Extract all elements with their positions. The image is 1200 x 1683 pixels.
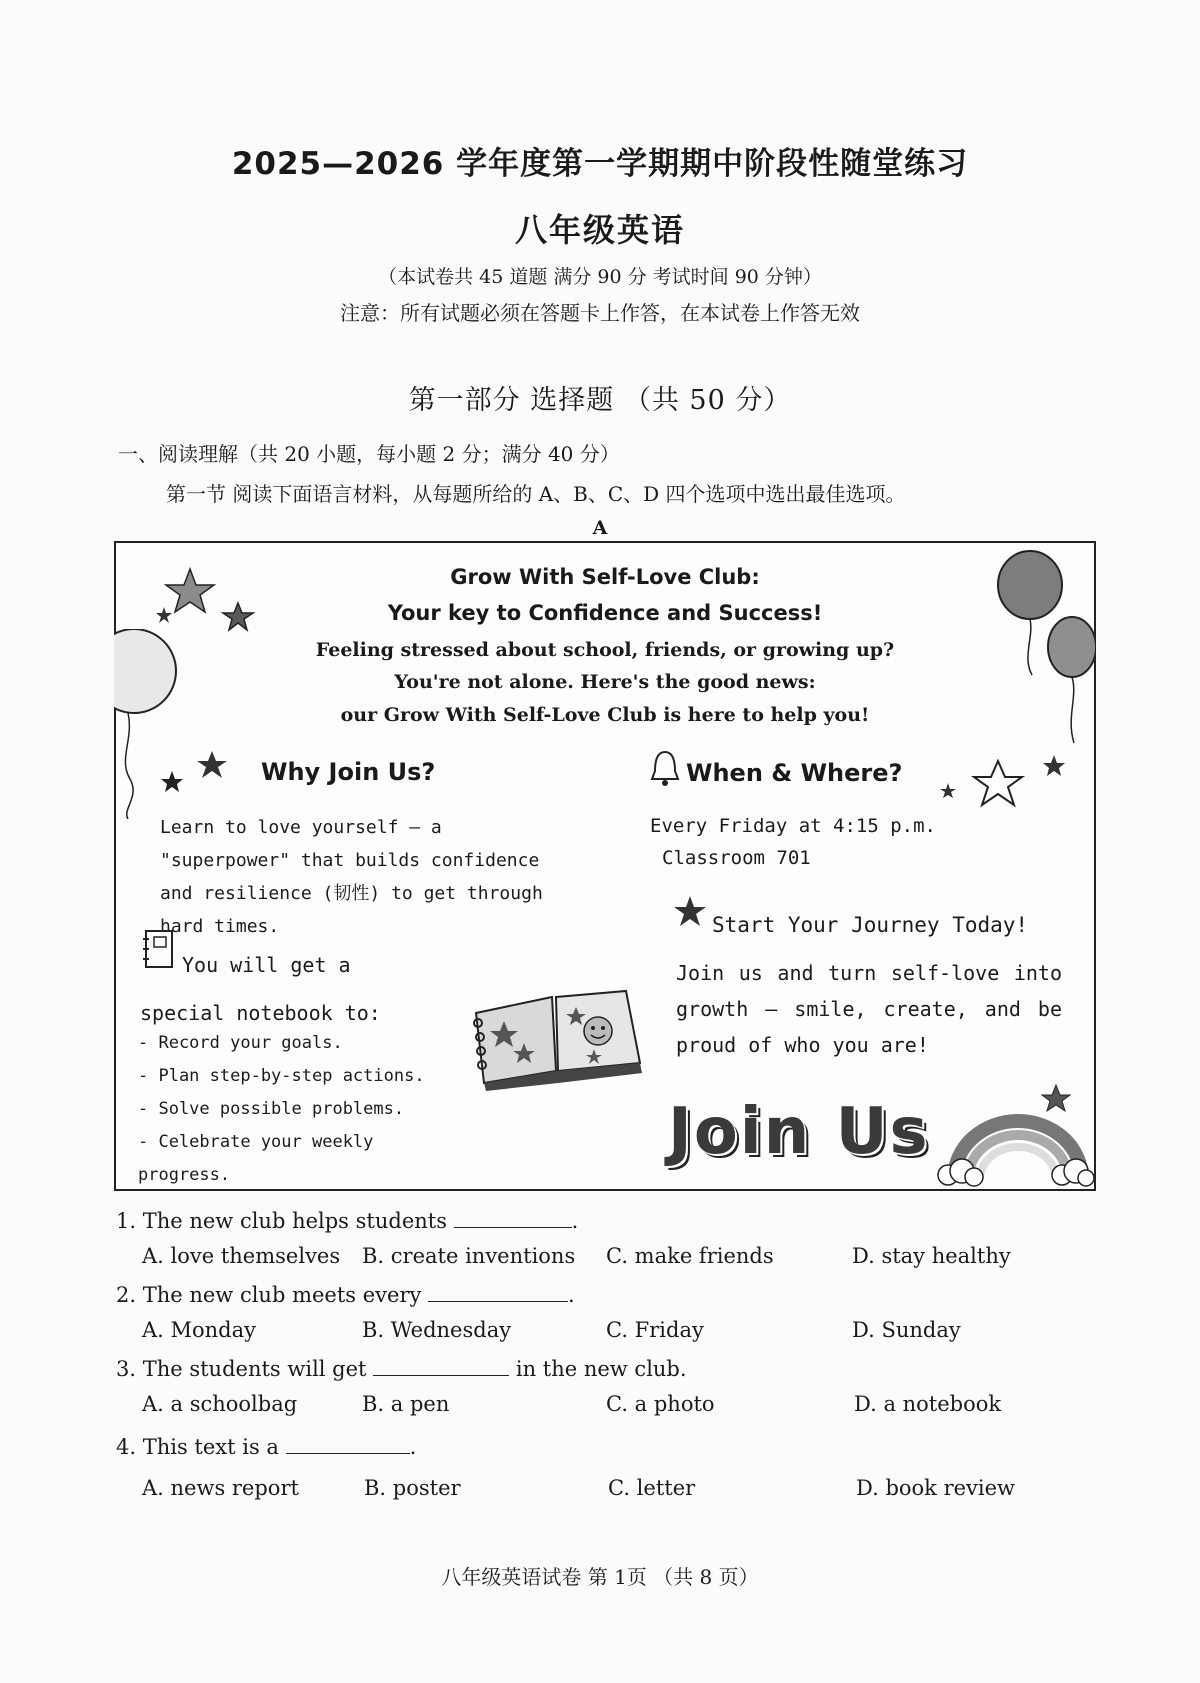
exam-subtitle: 八年级英语 [514, 211, 685, 249]
question-stem: 1. The new club helps students [116, 1209, 454, 1233]
exam-info: （本试卷共 45 道题 满分 90 分 考试时间 90 分钟） [378, 266, 822, 288]
answer-blank [373, 1356, 509, 1376]
start-heading: Start Your Journey Today! [712, 913, 1029, 937]
list-item: - Celebrate your weekly progress. [138, 1132, 374, 1185]
star-icon [160, 749, 236, 795]
star-icon [672, 895, 708, 929]
option[interactable]: A. Monday [142, 1318, 257, 1342]
list-item: - Record your goals. [138, 1033, 343, 1053]
passage-letter: A [592, 517, 608, 539]
club-poster [114, 541, 1096, 1191]
notebook-intro: You will get a special notebook to: [140, 953, 381, 1025]
when-heading: When & Where? [686, 759, 903, 787]
question-stem-end: . [568, 1283, 575, 1307]
option[interactable]: B. Wednesday [362, 1318, 512, 1342]
question-stem-end: in the new club. [509, 1357, 687, 1381]
question-stem: 2. The new club meets every [116, 1283, 429, 1307]
exam-notice: 注意：所有试题必须在答题卡上作答，在本试卷上作答无效 [340, 301, 860, 325]
when-time: Every Friday at 4:15 p.m. [650, 815, 936, 837]
option[interactable]: C. make friends [606, 1244, 774, 1268]
section-heading: 一、阅读理解（共 20 小题，每小题 2 分；满分 40 分） [118, 442, 620, 466]
option[interactable]: A. news report [142, 1476, 299, 1500]
list-item: - Plan step-by-step actions. [138, 1066, 425, 1086]
question-stem: 3. The students will get [116, 1357, 374, 1381]
question-stem-end: . [571, 1209, 579, 1233]
question-stem: 4. This text is a [116, 1435, 286, 1459]
poster-title: Grow With Self-Love Club: [450, 565, 760, 589]
option[interactable]: C. letter [608, 1476, 696, 1500]
start-text: Join us and turn self-love into growth — smile, create, and be proud of who you are! [676, 961, 1062, 1057]
answer-blank [454, 1208, 572, 1228]
option[interactable]: A. love themselves [142, 1244, 341, 1268]
option[interactable]: A. a schoolbag [142, 1392, 298, 1416]
option[interactable]: D. Sunday [852, 1318, 961, 1342]
question-1 [116, 1208, 578, 1233]
rainbow-icon [934, 1083, 1094, 1189]
option[interactable]: B. poster [364, 1476, 461, 1500]
question-3 [116, 1356, 687, 1381]
option[interactable]: C. Friday [606, 1318, 704, 1342]
question-4 [116, 1434, 416, 1459]
option[interactable]: B. create inventions [362, 1244, 576, 1268]
poster-tagline: Your key to Confidence and Success! [387, 601, 823, 625]
exam-title: 2025—2026 学年度第一学期期中阶段性随堂练习 [231, 146, 969, 182]
poster-intro-line: Feeling stressed about school, friends, or growing up? [315, 639, 895, 661]
part-title: 第一部分 选择题 （共 50 分） [408, 385, 792, 416]
answer-blank [428, 1282, 568, 1302]
option[interactable]: C. a photo [606, 1392, 715, 1416]
when-place: Classroom 701 [662, 847, 811, 869]
star-icon [936, 753, 1076, 813]
page-footer: 八年级英语试卷 第 1页 （共 8 页） [441, 1565, 759, 1589]
why-heading: Why Join Us? [261, 758, 436, 786]
answer-blank [286, 1434, 410, 1454]
option[interactable]: D. stay healthy [852, 1244, 1011, 1268]
option[interactable]: B. a pen [362, 1392, 450, 1416]
poster-intro-line: our Grow With Self-Love Club is here to help you! [340, 704, 870, 726]
bell-icon [650, 749, 680, 787]
option[interactable]: D. a notebook [854, 1392, 1002, 1416]
list-item: - Solve possible problems. [138, 1099, 405, 1119]
notebook-list [138, 1027, 468, 1192]
poster-intro-line: You're not alone. Here's the good news: [394, 671, 816, 693]
option[interactable]: D. book review [856, 1476, 1016, 1500]
join-us-banner: Join Us [668, 1095, 930, 1169]
question-2 [116, 1282, 575, 1307]
question-stem-end: . [409, 1435, 417, 1459]
open-book-icon [466, 983, 646, 1093]
why-text: Learn to love yourself — a "superpower" that builds confidence and resilience (韧性) to get through hard times. [160, 817, 543, 937]
section-instruction: 第一节 阅读下面语言材料，从每题所给的 A、B、C、D 四个选项中选出最佳选项。 [166, 482, 906, 506]
